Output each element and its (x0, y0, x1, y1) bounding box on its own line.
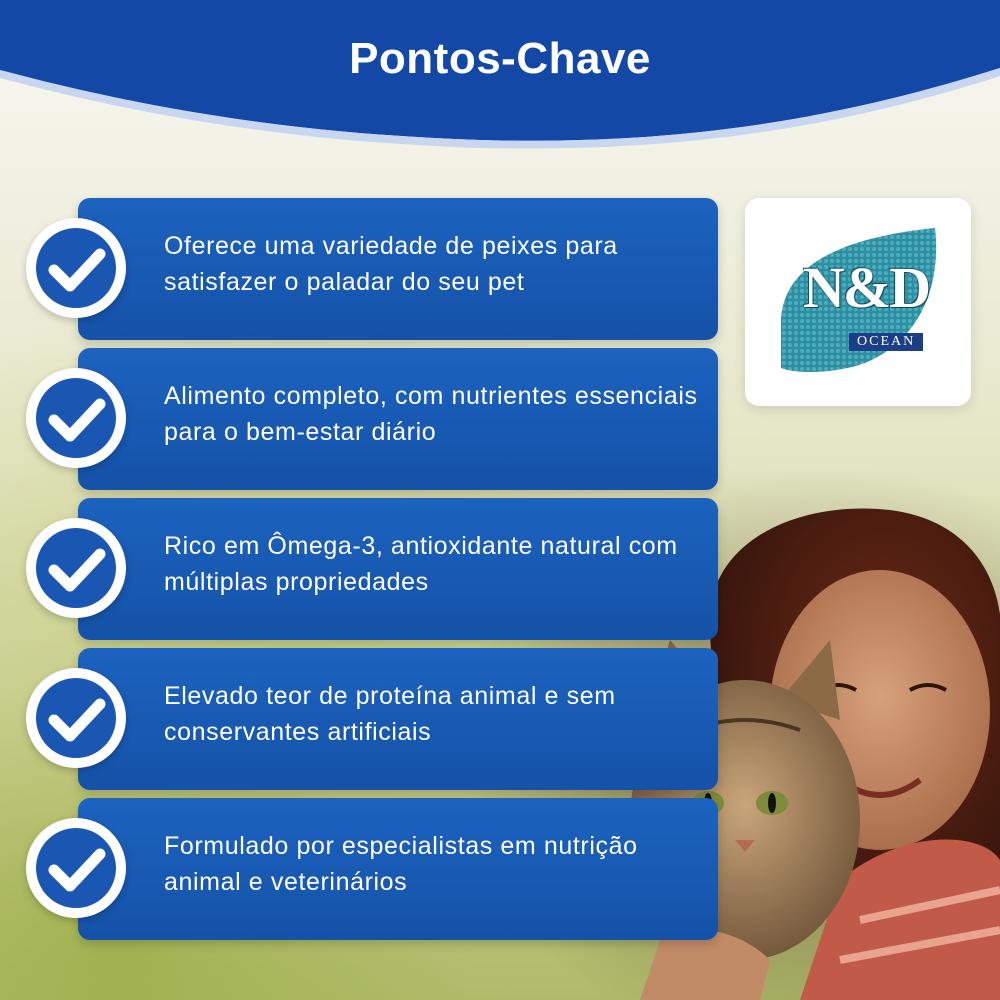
brand-logo (745, 198, 971, 406)
logo-subtitle: OCEAN (849, 333, 923, 351)
check-badge (26, 818, 126, 918)
checkmark-icon (26, 818, 126, 918)
check-badge (26, 218, 126, 318)
key-point-text: Elevado teor de proteína animal e sem conservantes artificiais (164, 682, 616, 746)
checkmark-icon (26, 668, 126, 768)
key-point-card (78, 798, 718, 940)
key-point-text: Formulado por especialistas em nutrição animal e veterinários (164, 832, 638, 896)
key-point-card (78, 198, 718, 340)
check-badge (26, 668, 126, 768)
key-point-text: Rico em Ômega-3, antioxidante natural com múltiplas propriedades (164, 532, 678, 596)
checkmark-icon (26, 368, 126, 468)
key-point-card (78, 648, 718, 790)
check-badge (26, 368, 126, 468)
page-title: Pontos-Chave (349, 34, 651, 83)
key-point-text: Alimento completo, com nutrientes essenciais para o bem-estar diário (164, 382, 698, 446)
checkmark-icon (26, 518, 126, 618)
key-point-text: Oferece uma variedade de peixes para satisfazer o paladar do seu pet (164, 232, 618, 296)
key-point-card (78, 348, 718, 490)
logo-mark: N&D (803, 255, 930, 320)
check-badge (26, 518, 126, 618)
key-point-card (78, 498, 718, 640)
checkmark-icon (26, 218, 126, 318)
